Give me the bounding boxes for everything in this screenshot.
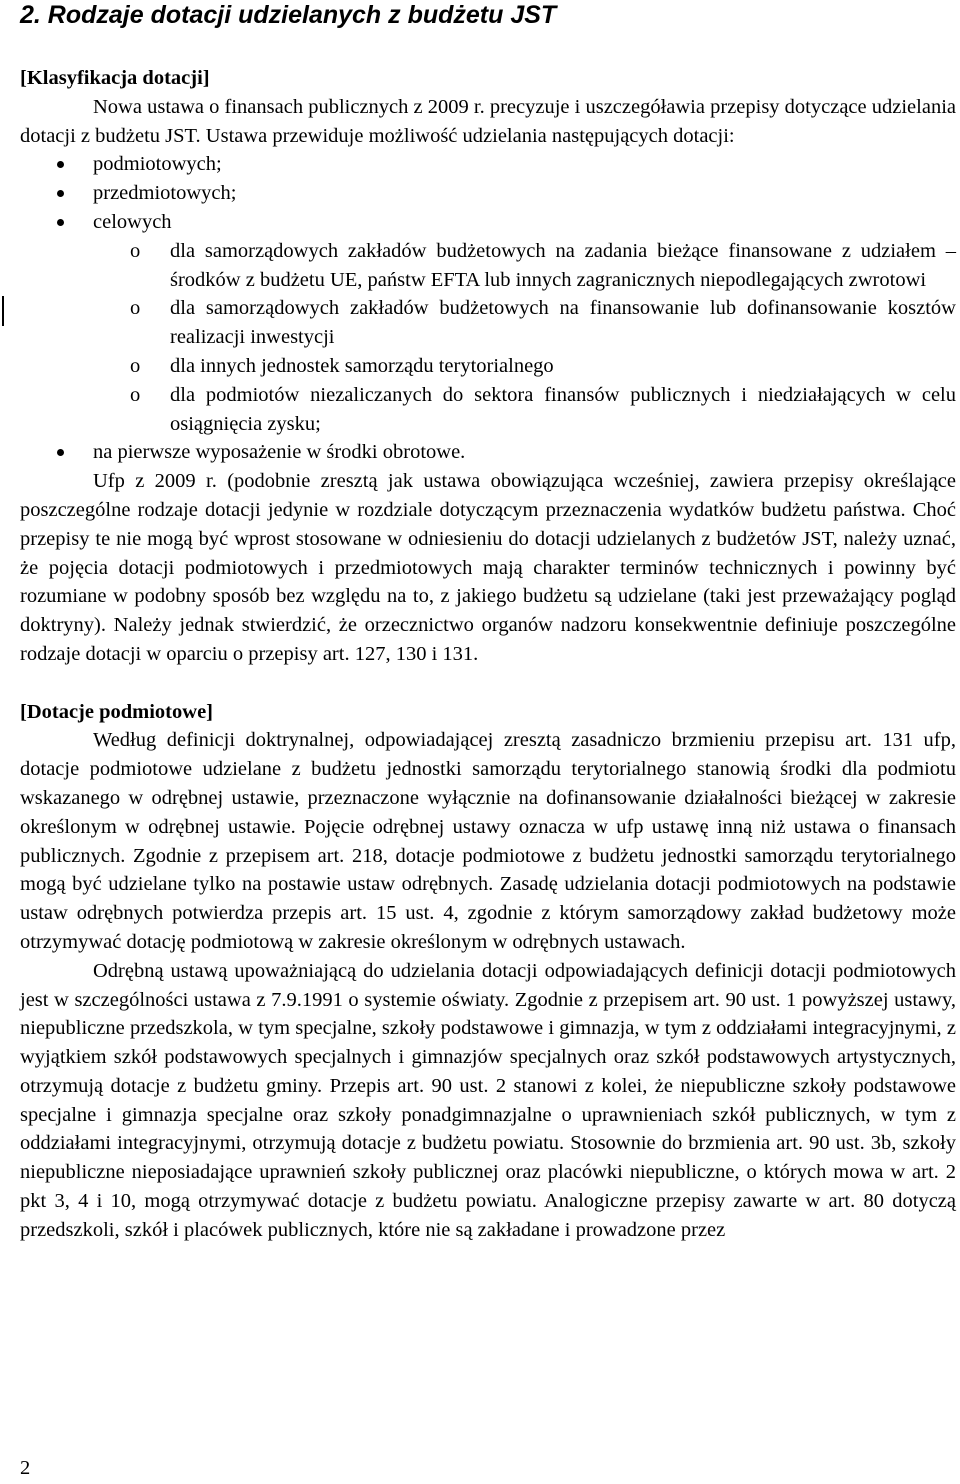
targeted-grants-sublist: [20, 237, 956, 439]
grant-types-list: [20, 150, 956, 467]
list-item: przedmiotowych;: [20, 179, 956, 208]
ufp-paragraph: Ufp z 2009 r. (podobnie zresztą jak ustawa obowiązująca wcześniej, zawiera przepisy określające poszczególne rodzaje dotacji jedynie w rozdziale dotyczącym przeznaczenia wydatków budżetu państwa. Choć przepisy te nie mogą być wprost stosowane w odniesieniu do dotacji udzielanych z budżetów JST, należy uznać, że pojęcia dotacji podmiotowych i przedmiotowych mają charakter terminów technicznych i powinny być rozumiane w podobny sposób bez względu na to, z jakiego budżetu są udzielane (taki jest przeważający pogląd doktryny). Należy jednak stwierdzić, że orzecznictwo organów nadzoru konsekwentnie definiuje poszczególne rodzaje dotacji w oparciu o przepisy art. 127, 130 i 131.: [20, 470, 956, 665]
education-act-paragraph: Odrębną ustawą upoważniającą do udzielania dotacji odpowiadających definicji dotacji podmiotowych jest w szczególności ustawa z 7.9.1991 o systemie oświaty. Zgodnie z przepisem art. 90 ust. 1 powyższej ustawy, niepubliczne przedszkola, w tym specjalne, szkoły podstawowe i gimnazja, w tym z oddziałami integracyjnymi, z wyjątkiem szkół podstawowych specjalnych i gimnazjów specjalnych oraz szkół podstawowych artystycznych, otrzymują dotacje z budżetu gminy. Przepis art. 90 ust. 2 stanowi z kolei, że niepubliczne szkoły podstawowe specjalne i gimnazja specjalne oraz szkoły ponadgimnazjalne o uprawnieniach szkół publicznych, w tym z oddziałami integracyjnymi, otrzymują dotacje z budżetu powiatu. Stosownie do brzmienia art. 90 ust. 3b, szkoły niepubliczne nieposiadające uprawnień szkoły publicznej oraz placówki niepubliczne, o których mowa w art. 2 pkt 3, 4 i 10, mogą otrzymywać dotacje z budżetu powiatu. Analogiczne przepisy zawarte w art. 80 dotyczą przedszkoli, szkół i placówek publicznych, które nie są zakładane i prowadzone przez: [20, 959, 956, 1241]
section-label-classification: [Klasyfikacja dotacji]: [20, 67, 210, 89]
sublist-item: o dla podmiotów niezaliczanych do sektora finansów publicznych i niedziałających w celu osiągnięcia zysku;: [20, 381, 956, 439]
list-item: podmiotowych;: [20, 150, 956, 179]
section-label-subject-grants: [Dotacje podmiotowe]: [20, 700, 213, 723]
list-item: na pierwsze wyposażenie w środki obrotowe.: [20, 438, 956, 467]
list-item: [20, 208, 956, 438]
definition-paragraph: Według definicji doktrynalnej, odpowiadającej zresztą zasadniczo brzmieniu przepisu art. 131 ufp, dotacje podmiotowe udzielane z budżetu jednostki samorządu terytorialnego stanowią środki dla podmiotu wskazanego w odrębnej ustawie, przeznaczone wyłącznie na dofinansowanie działalności bieżącej w zakresie określonym w odrębnej ustawie. Pojęcie odrębnej ustawy oznacza w ufp ustawę inną niż ustawa o finansach publicznych. Zgodnie z przepisem art. 218, dotacje podmiotowe z budżetu jednostki samorządu terytorialnego mogą być udzielane tylko na postawie ustaw odrębnych. Zasadę udzielania dotacji podmiotowych na podstawie ustaw odrębnych potwierdza przepis art. 15 ust. 4, zgodnie z którym samorządowy zakład budżetowy może otrzymywać dotację podmiotową w zakresie określonym w odrębnych ustawach.: [20, 729, 956, 953]
change-bar: [2, 296, 4, 326]
document-body: [20, 64, 956, 1245]
intro-paragraph: Nowa ustawa o finansach publicznych z 2009 r. precyzuje i uszczegóławia przepisy dotyczące udzielania dotacji z budżetu JST. Ustawa przewiduje możliwość udzielania następujących dotacji:: [20, 95, 956, 147]
page-number: 2: [20, 1457, 31, 1479]
sublist-item: o dla innych jednostek samorządu terytorialnego: [20, 352, 956, 381]
sublist-item: o dla samorządowych zakładów budżetowych na finansowanie lub dofinansowanie kosztów realizacji inwestycji: [20, 294, 956, 352]
list-item-label: celowych: [93, 210, 172, 233]
sublist-item: o dla samorządowych zakładów budżetowych na zadania bieżące finansowane z udziałem –środków z budżetu UE, państw EFTA lub innych zagranicznych niepodlegających zwrotowi: [20, 237, 956, 295]
section-heading: 2. Rodzaje dotacji udzielanych z budżetu JST: [20, 1, 557, 29]
spacer: [20, 669, 956, 698]
